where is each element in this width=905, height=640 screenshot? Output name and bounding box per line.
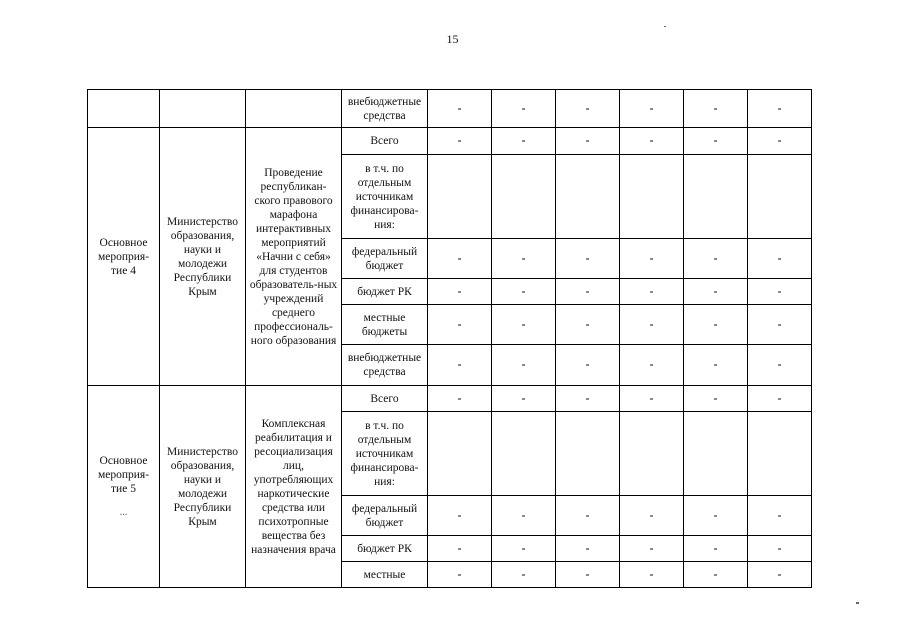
- value-cell: -: [428, 345, 492, 386]
- value-cell: -: [748, 345, 812, 386]
- empty-cell: [556, 412, 620, 496]
- value-cell: -: [620, 128, 684, 155]
- value-cell: -: [748, 279, 812, 305]
- scan-speck: [664, 26, 666, 27]
- value-cell: -: [684, 536, 748, 562]
- value-cell: -: [428, 496, 492, 536]
- page-number: 15: [446, 32, 459, 46]
- source-cell: внебюджетные средства: [342, 345, 428, 386]
- value-cell: -: [556, 496, 620, 536]
- source-cell: внебюджетные средства: [342, 90, 428, 128]
- value-cell: -: [684, 496, 748, 536]
- empty-cell: [684, 412, 748, 496]
- source-cell: бюджет РК: [342, 536, 428, 562]
- value-cell: -: [620, 496, 684, 536]
- measure-note: ...: [119, 506, 128, 518]
- value-cell: -: [748, 536, 812, 562]
- value-cell: -: [684, 386, 748, 412]
- value-cell: -: [428, 239, 492, 279]
- funding-table: [87, 89, 812, 588]
- measure-description: Комплексная реабилитация и ресоциализация лиц, употребляющих наркотические средства или психотропные вещества без назначения врача: [246, 386, 342, 588]
- empty-cell: [748, 155, 812, 239]
- empty-cell: [620, 412, 684, 496]
- value-cell: -: [620, 305, 684, 345]
- value-cell: -: [428, 536, 492, 562]
- value-cell: -: [428, 128, 492, 155]
- value-cell: -: [748, 239, 812, 279]
- table-row: [88, 90, 812, 128]
- value-cell: -: [556, 562, 620, 588]
- value-cell: -: [428, 279, 492, 305]
- source-cell: федеральный бюджет: [342, 496, 428, 536]
- value-cell: -: [492, 496, 556, 536]
- source-cell: Всего: [342, 386, 428, 412]
- empty-cell: [748, 412, 812, 496]
- value-cell: -: [620, 386, 684, 412]
- value-cell: -: [748, 90, 812, 128]
- source-cell: Всего: [342, 128, 428, 155]
- value-cell: -: [620, 345, 684, 386]
- value-cell: -: [748, 562, 812, 588]
- value-cell: -: [428, 305, 492, 345]
- empty-cell: [492, 155, 556, 239]
- value-cell: -: [684, 562, 748, 588]
- empty-cell: [88, 90, 160, 128]
- value-cell: -: [620, 90, 684, 128]
- measure-name: [88, 386, 160, 588]
- value-cell: -: [684, 90, 748, 128]
- measure-name-text: Основное мероприя-тие 5: [97, 454, 150, 495]
- value-cell: -: [620, 239, 684, 279]
- empty-cell: [246, 90, 342, 128]
- value-cell: -: [556, 90, 620, 128]
- value-cell: -: [556, 305, 620, 345]
- value-cell: -: [620, 279, 684, 305]
- empty-cell: [620, 155, 684, 239]
- value-cell: -: [556, 345, 620, 386]
- source-cell: федеральный бюджет: [342, 239, 428, 279]
- value-cell: -: [556, 128, 620, 155]
- value-cell: -: [492, 305, 556, 345]
- value-cell: -: [620, 562, 684, 588]
- value-cell: -: [428, 90, 492, 128]
- value-cell: -: [428, 562, 492, 588]
- value-cell: -: [556, 279, 620, 305]
- value-cell: -: [684, 279, 748, 305]
- empty-cell: [556, 155, 620, 239]
- value-cell: -: [492, 90, 556, 128]
- value-cell: -: [684, 128, 748, 155]
- value-cell: -: [684, 345, 748, 386]
- measure-description: Проведение республикан-ского правового марафона интерактивных мероприятий «Начни с себя» для студентов образователь-ных учреждений среднего профессиональ-ного образования: [246, 128, 342, 386]
- value-cell: -: [492, 536, 556, 562]
- value-cell: -: [428, 386, 492, 412]
- value-cell: -: [492, 128, 556, 155]
- value-cell: -: [748, 128, 812, 155]
- value-cell: -: [684, 239, 748, 279]
- table-row: [88, 128, 812, 155]
- value-cell: -: [492, 345, 556, 386]
- value-cell: -: [684, 305, 748, 345]
- value-cell: -: [492, 279, 556, 305]
- value-cell: -: [556, 536, 620, 562]
- source-cell: в т.ч. по отдельным источникам финансирова-ния:: [342, 412, 428, 496]
- value-cell: -: [492, 386, 556, 412]
- source-cell: бюджет РК: [342, 279, 428, 305]
- value-cell: -: [748, 386, 812, 412]
- empty-cell: [428, 155, 492, 239]
- value-cell: -: [748, 496, 812, 536]
- value-cell: -: [748, 305, 812, 345]
- empty-cell: [492, 412, 556, 496]
- value-cell: -: [556, 386, 620, 412]
- measure-executor: Министерство образования, науки и молодежи Республики Крым: [160, 128, 246, 386]
- empty-cell: [160, 90, 246, 128]
- empty-cell: [684, 155, 748, 239]
- source-cell: в т.ч. по отдельным источникам финансирова-ния:: [342, 155, 428, 239]
- source-cell: местные: [342, 562, 428, 588]
- empty-cell: [428, 412, 492, 496]
- measure-name: Основное мероприя-тие 4: [88, 128, 160, 386]
- scan-speck: [856, 602, 859, 604]
- measure-executor: Министерство образования, науки и молодежи Республики Крым: [160, 386, 246, 588]
- source-cell: местные бюджеты: [342, 305, 428, 345]
- value-cell: -: [556, 239, 620, 279]
- value-cell: -: [492, 562, 556, 588]
- table-row: [88, 386, 812, 412]
- value-cell: -: [620, 536, 684, 562]
- value-cell: -: [492, 239, 556, 279]
